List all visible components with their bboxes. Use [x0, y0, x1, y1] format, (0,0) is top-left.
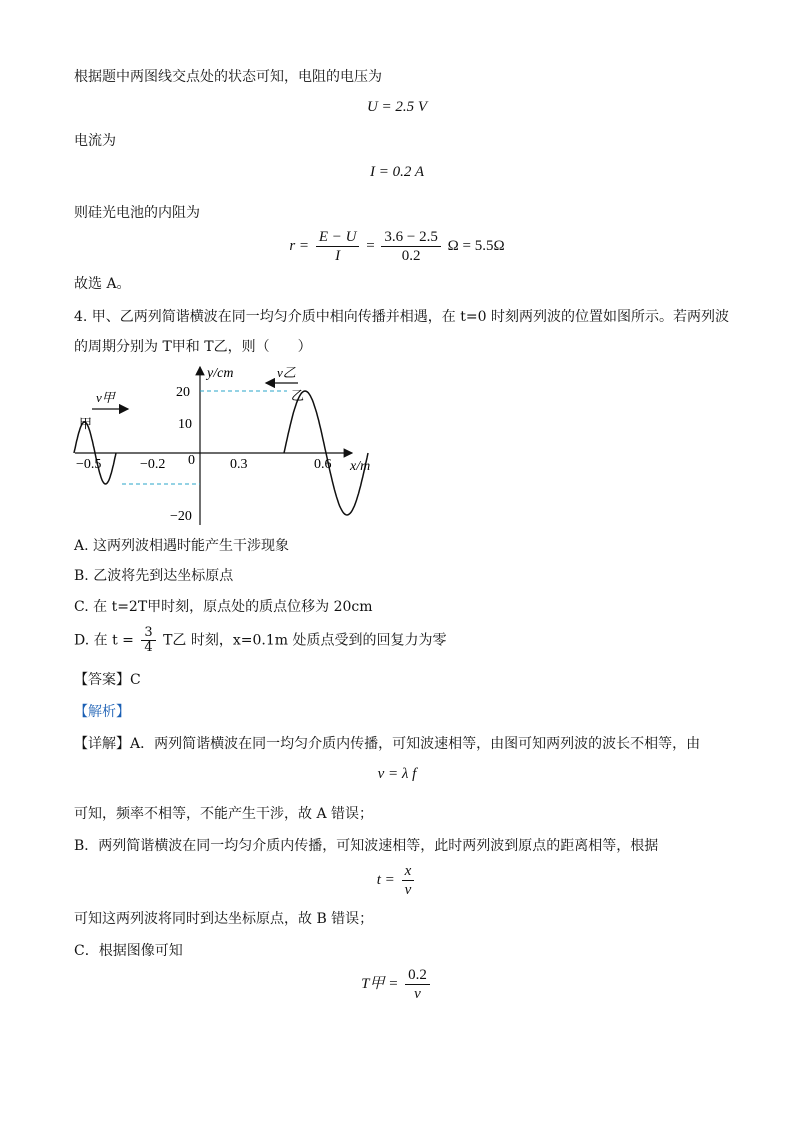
- equation-period: [0, 966, 794, 1003]
- numerator: 0.2: [405, 966, 430, 985]
- explanation-line: 可知这两列波将同时到达坐标原点，故 B 错误；: [74, 911, 374, 927]
- x-tick-label: −0.5: [76, 457, 102, 472]
- x-tick-label: 0.3: [230, 457, 248, 472]
- denominator: v: [414, 986, 421, 1002]
- x-tick-label: 0.6: [314, 457, 332, 472]
- answer-label: 【答案】C: [74, 672, 141, 688]
- numerator: 3.6 − 2.5: [381, 228, 440, 247]
- eq-lhs: r =: [289, 237, 310, 254]
- velocity-jia-label: v甲: [96, 390, 115, 405]
- explanation-line: 【详解】A．两列简谐横波在同一均匀介质内传播，可知波速相等，由图可知两列波的波长不相等，由: [74, 736, 701, 752]
- option-d-suffix: T乙 时刻，x=0.1m 处质点受到的回复力为零: [163, 632, 447, 649]
- fraction: [381, 228, 440, 265]
- wave-yi-label: 乙: [291, 388, 305, 403]
- numerator: x: [402, 862, 415, 881]
- question-stem: 4. 甲、乙两列简谐横波在同一均匀介质中相向传播并相遇，在 t=0 时刻两列波的位置如图所示。若两列波: [74, 309, 729, 325]
- equation-internal-resistance: [0, 228, 794, 265]
- analysis-label: 【解析】: [74, 704, 130, 720]
- eq-rhs: Ω = 5.5Ω: [447, 237, 505, 254]
- explanation-line: 可知，频率不相等，不能产生干涉，故 A 错误；: [74, 806, 374, 822]
- equals-sign: =: [366, 237, 375, 254]
- eq-lhs: T甲 =: [361, 975, 399, 992]
- wave-figure: [70, 362, 390, 532]
- y-tick-label: 10: [178, 417, 192, 432]
- option-d-prefix: D. 在 t =: [74, 632, 134, 649]
- fraction: [141, 626, 155, 655]
- denominator: 0.2: [401, 248, 421, 264]
- eq-lhs: t =: [376, 871, 395, 888]
- explanation-line: B．两列简谐横波在同一均匀介质内传播，可知波速相等，此时两列波到原点的距离相等，根据: [74, 838, 659, 854]
- numerator: E − U: [316, 228, 360, 247]
- y-tick-label: −20: [170, 509, 192, 524]
- x-tick-label: 0: [188, 453, 195, 468]
- velocity-yi-label: v乙: [277, 365, 296, 380]
- equation-voltage: U = 2.5 V: [366, 99, 428, 115]
- text-line: 根据题中两图线交点处的状态可知，电阻的电压为: [74, 69, 382, 85]
- equation-time: [0, 862, 794, 899]
- x-tick-label: −0.2: [140, 457, 166, 472]
- equation-wave-speed: v = λ f: [377, 766, 417, 782]
- equation-current: I = 0.2 A: [369, 164, 424, 180]
- y-tick-label: 20: [176, 385, 190, 400]
- fraction: [402, 862, 415, 899]
- y-axis-label: y/cm: [207, 366, 234, 381]
- denominator: 4: [144, 640, 153, 655]
- option-a: A. 这两列波相遇时能产生干涉现象: [74, 538, 290, 554]
- denominator: v: [404, 882, 412, 898]
- option-c: C. 在 t=2T甲时刻，原点处的质点位移为 20cm: [74, 599, 373, 615]
- fraction: [316, 228, 360, 265]
- denominator: I: [335, 248, 341, 264]
- x-axis-label: x/m: [350, 459, 371, 474]
- option-d: [74, 626, 446, 655]
- numerator: 3: [141, 626, 155, 641]
- question-stem: 的周期分别为 T甲和 T乙，则（ ）: [74, 339, 312, 355]
- fraction: [405, 966, 430, 1003]
- wave-jia-label: 甲: [79, 416, 93, 431]
- text-line: 故选 A。: [74, 276, 131, 292]
- text-line: 电流为: [74, 133, 116, 149]
- option-b: B. 乙波将先到达坐标原点: [74, 568, 234, 584]
- text-line: 则硅光电池的内阻为: [74, 205, 200, 221]
- explanation-line: C．根据图像可知: [74, 943, 183, 959]
